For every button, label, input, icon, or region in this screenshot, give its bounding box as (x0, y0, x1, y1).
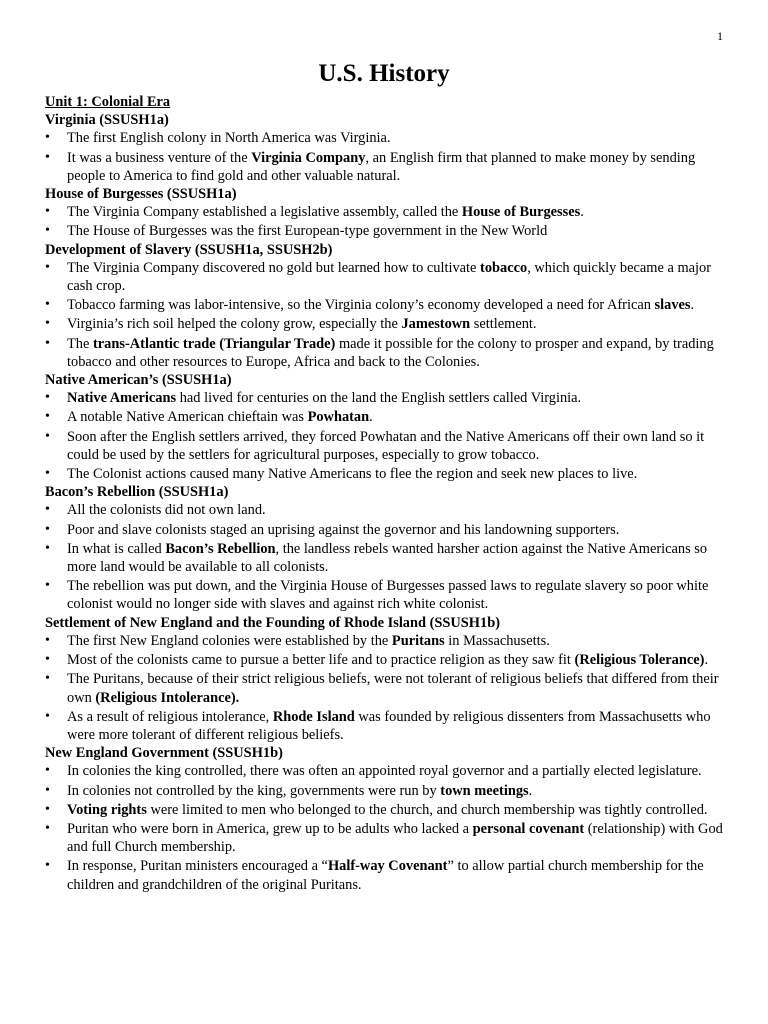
bold-term: Powhatan (307, 409, 370, 426)
text-run: settlement. (470, 316, 537, 333)
text-run: . (528, 782, 533, 799)
text-run: The (67, 335, 93, 352)
bullet-list (45, 259, 735, 371)
text-run: , the landless rebels wanted harsher action against the Native Americans so more land would be available to all colonists. (67, 540, 708, 576)
list-item (67, 577, 735, 613)
list-item (67, 203, 735, 221)
text-run: (relationship) with God and full Church membership. (67, 820, 723, 856)
section-heading: Virginia (SSUSH1a) (45, 112, 169, 129)
bold-term: Native Americans (67, 390, 177, 407)
text-run: In what is called (67, 540, 166, 557)
bullet-list (45, 632, 735, 744)
text-run: Virginia’s rich soil helped the colony grow, especially the (67, 316, 402, 333)
text-run: . (580, 204, 584, 221)
list-item (67, 857, 735, 893)
list-item (67, 782, 735, 800)
text-run: In colonies the king controlled, there was often an appointed royal governor and a partially elected legislature. (67, 763, 702, 780)
list-item (67, 540, 735, 576)
bold-term: (Religious Intolerance). (95, 689, 240, 706)
text-run: In colonies not controlled by the king, governments were run by (67, 782, 441, 799)
list-item (67, 501, 735, 519)
bold-term: trans-Atlantic trade (Triangular Trade) (92, 335, 336, 352)
text-run: Puritan who were born in America, grew up to be adults who lacked a (67, 820, 473, 837)
text-run: The Virginia Company established a legislative assembly, called the (67, 204, 462, 221)
text-run: . (369, 409, 373, 426)
list-item (67, 820, 735, 856)
text-run: The Colonist actions caused many Native Americans to flee the region and seek new places to live. (67, 466, 638, 483)
text-run: The first New England colonies were established by the (67, 632, 392, 649)
section-heading: Development of Slavery (SSUSH1a, SSUSH2b) (45, 241, 333, 258)
text-run: Soon after the English settlers arrived, they forced Powhatan and the Native Americans off their own land so it could be used by the settlers for agricultural purposes, especially to grow tobacco. (67, 428, 705, 463)
list-item (67, 801, 735, 819)
text-run: Tobacco farming was labor-intensive, so the Virginia colony’s economy developed a need for African (67, 297, 655, 314)
text-run: In response, Puritan ministers encouraged a “ (67, 858, 328, 875)
section-heading: House of Burgesses (SSUSH1a) (45, 186, 237, 203)
bold-term: town meetings (440, 782, 529, 799)
list-item (67, 670, 735, 706)
list-item (67, 259, 735, 295)
bullet-list (45, 389, 735, 483)
list-item (67, 149, 735, 185)
bold-term: Half-way Covenant (327, 858, 448, 875)
bold-term: Voting rights (67, 801, 147, 818)
text-run: was founded by religious dissenters from Massachusetts who were more tolerant of different religious beliefs. (67, 708, 711, 743)
list-item (67, 762, 735, 780)
section-heading: Native American’s (SSUSH1a) (45, 372, 232, 389)
list-item (67, 521, 735, 539)
bullet-list (45, 501, 735, 613)
text-run: made it possible for the colony to prosper and expand, by trading tobacco and other resources to Europe, Africa and back to the Colonies. (67, 335, 714, 370)
text-run: The Virginia Company discovered no gold but learned how to cultivate (67, 259, 481, 276)
page-number: 1 (717, 29, 723, 43)
bullet-list (45, 762, 735, 893)
bold-term: tobacco (480, 259, 528, 276)
list-item (67, 428, 735, 464)
text-run: It was a business venture of the (67, 149, 252, 166)
text-run: The rebellion was put down, and the Virginia House of Burgesses passed laws to regulate slavery so poor white colonist would no longer side with slaves and against rich white colonist. (67, 578, 709, 613)
text-run: All the colonists did not own land. (67, 502, 266, 519)
list-item (67, 408, 735, 426)
list-item (67, 651, 735, 669)
text-run: The House of Burgesses was the first European-type government in the New World (67, 223, 548, 240)
section-heading: New England Government (SSUSH1b) (45, 745, 283, 762)
document-title: U.S. History (318, 60, 450, 87)
list-item (67, 296, 735, 314)
bullet-list (45, 203, 735, 240)
document-body (45, 93, 735, 894)
bold-term: House of Burgesses (461, 204, 581, 221)
text-run: had lived for centuries on the land the English settlers called Virginia. (176, 390, 582, 407)
text-run: Most of the colonists came to pursue a better life and to practice religion as they saw fit (67, 652, 575, 669)
section-heading: Bacon’s Rebellion (SSUSH1a) (45, 484, 229, 501)
text-run: . (704, 652, 709, 669)
list-item (67, 389, 735, 407)
bold-term: Jamestown (401, 316, 471, 333)
list-item (67, 708, 735, 744)
text-run: As a result of religious intolerance, (67, 708, 273, 725)
text-run: Poor and slave colonists staged an uprising against the governor and his landowning supporters. (67, 521, 620, 538)
text-run: A notable Native American chieftain was (67, 409, 308, 426)
text-run: , an English firm that planned to make money by sending people to America to find gold and other valuable natural. (67, 149, 696, 184)
text-run: in Massachusetts. (444, 632, 550, 649)
text-run: , which quickly became a major cash crop. (67, 259, 712, 295)
list-item (67, 335, 735, 371)
bold-term: Puritans (391, 632, 445, 649)
sections-container (45, 111, 735, 894)
bold-term: Virginia Company (251, 149, 366, 166)
list-item (67, 129, 735, 147)
text-run: ” to allow partial church membership for the children and grandchildren of the original Puritans. (67, 858, 704, 893)
text-run: were limited to men who belonged to the church, and church membership was tightly controlled. (146, 801, 708, 818)
unit-title: Unit 1: Colonial Era (45, 94, 171, 110)
section-heading: Settlement of New England and the Founding of Rhode Island (SSUSH1b) (45, 614, 500, 631)
list-item (67, 315, 735, 333)
text-run: The Puritans, because of their strict religious beliefs, were not tolerant of religious beliefs that differed from their own (67, 671, 719, 706)
list-item (67, 222, 735, 240)
list-item (67, 632, 735, 650)
bold-term: (Religious Tolerance) (574, 652, 705, 669)
bold-term: Rhode Island (272, 708, 355, 725)
bold-term: slaves (654, 297, 691, 314)
bullet-list (45, 129, 735, 185)
bold-term: Bacon’s Rebellion (165, 540, 276, 557)
bold-term: personal covenant (472, 820, 585, 837)
text-run: . (690, 297, 695, 314)
text-run: The first English colony in North America was Virginia. (67, 130, 391, 147)
list-item (67, 465, 735, 483)
